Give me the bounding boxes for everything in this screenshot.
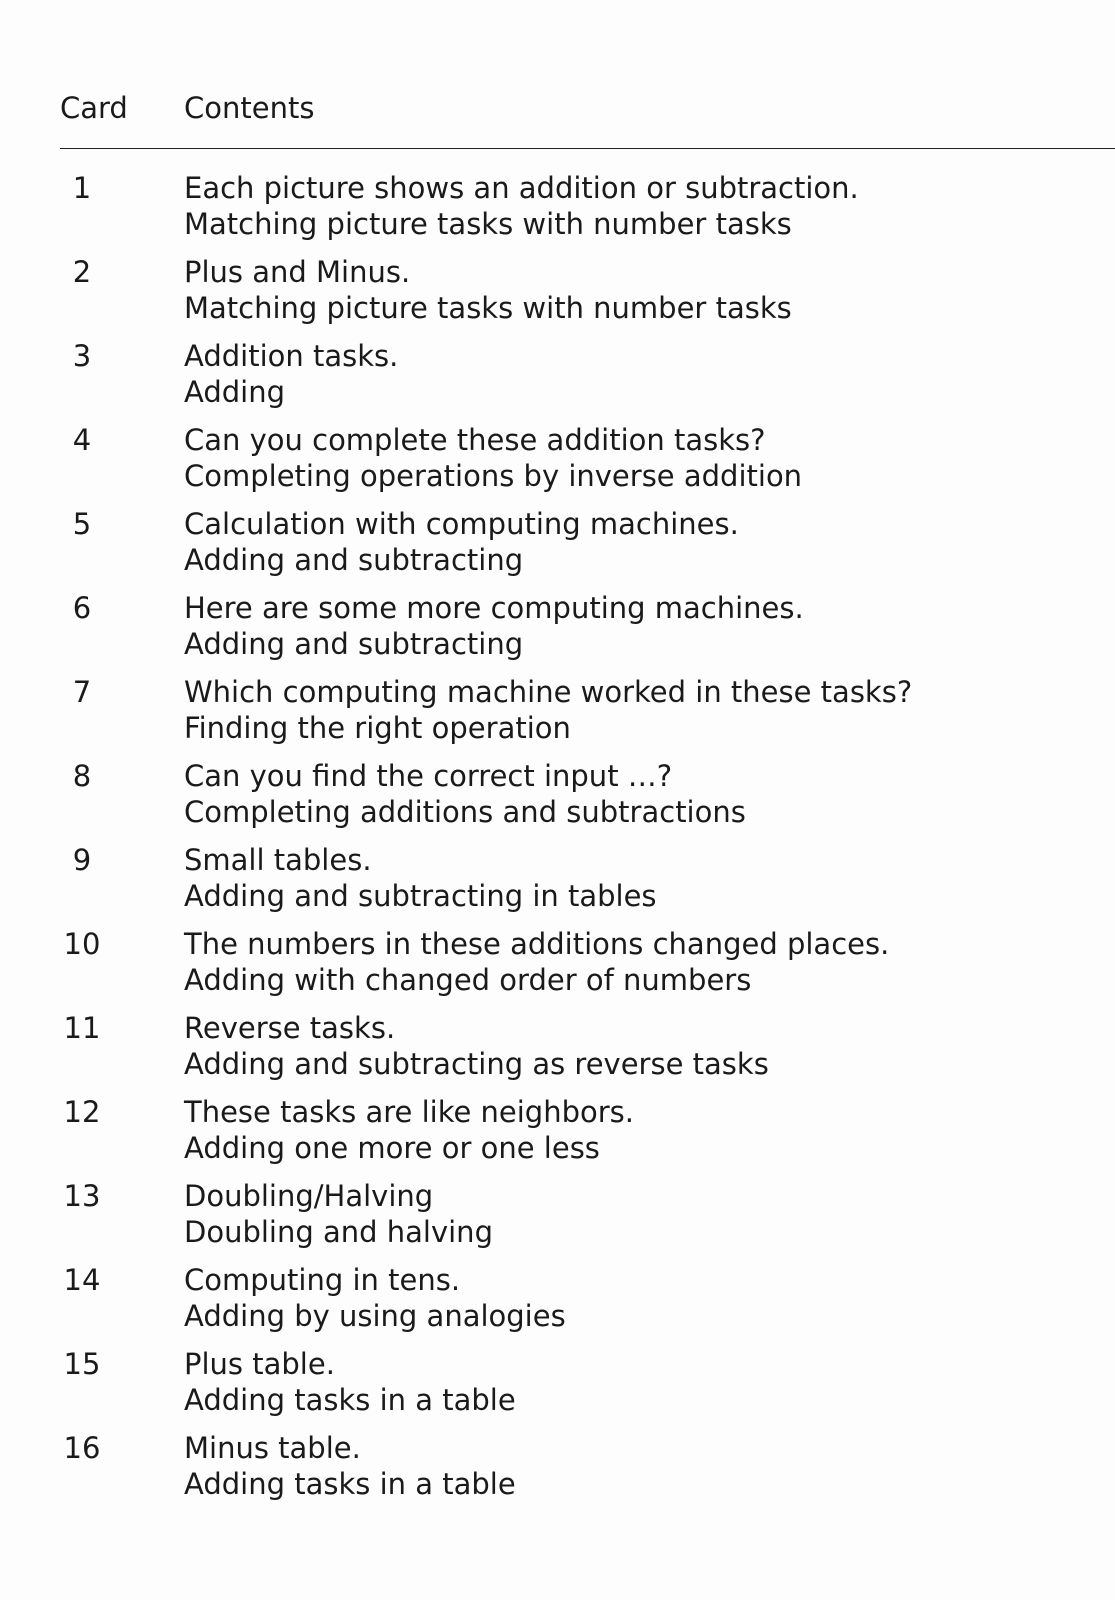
card-title: Here are some more computing machines.	[184, 591, 804, 625]
card-contents	[184, 254, 1084, 326]
card-number: 16	[63, 1431, 101, 1465]
card-title: Addition tasks.	[184, 339, 399, 373]
card-number: 4	[72, 423, 92, 457]
card-description: Adding and subtracting	[184, 543, 524, 577]
table-row	[0, 758, 1115, 842]
card-number: 7	[72, 675, 92, 709]
table-row	[0, 590, 1115, 674]
table-row	[0, 338, 1115, 422]
card-description: Adding and subtracting as reverse tasks	[184, 1047, 769, 1081]
card-number: 1	[72, 171, 92, 205]
card-number: 5	[72, 507, 92, 541]
card-title: Doubling/Halving	[184, 1179, 434, 1213]
card-number: 12	[63, 1095, 101, 1129]
card-contents	[184, 842, 1084, 914]
card-contents	[184, 926, 1084, 998]
card-number: 8	[72, 759, 92, 793]
table-header	[0, 88, 1115, 128]
header-divider	[60, 148, 1115, 149]
card-description: Matching picture tasks with number tasks	[184, 291, 792, 325]
card-number: 9	[72, 843, 92, 877]
card-title: Reverse tasks.	[184, 1011, 396, 1045]
card-contents	[184, 1346, 1084, 1418]
card-contents	[184, 1010, 1084, 1082]
card-title: Which computing machine worked in these tasks?	[184, 675, 913, 709]
card-title: Minus table.	[184, 1431, 361, 1465]
card-description: Adding and subtracting	[184, 627, 524, 661]
table-row	[0, 170, 1115, 254]
table-row	[0, 254, 1115, 338]
table-row	[0, 1010, 1115, 1094]
table-row	[0, 506, 1115, 590]
card-title: Small tables.	[184, 843, 372, 877]
card-description: Adding and subtracting in tables	[184, 879, 657, 913]
card-title: Each picture shows an addition or subtraction.	[184, 171, 859, 205]
table-row	[0, 926, 1115, 1010]
card-number: 6	[72, 591, 92, 625]
card-description: Adding by using analogies	[184, 1299, 566, 1333]
card-contents	[184, 338, 1084, 410]
card-description: Matching picture tasks with number tasks	[184, 207, 792, 241]
card-contents	[184, 1094, 1084, 1166]
card-description: Adding	[184, 375, 285, 409]
column-header-contents: Contents	[184, 91, 315, 125]
card-title: Can you find the correct input …?	[184, 759, 673, 793]
card-title: The numbers in these additions changed places.	[184, 927, 890, 961]
table-row	[0, 422, 1115, 506]
card-title: These tasks are like neighbors.	[184, 1095, 634, 1129]
card-description: Completing additions and subtractions	[184, 795, 746, 829]
card-contents	[184, 1178, 1084, 1250]
card-list	[0, 170, 1115, 1514]
card-description: Finding the right operation	[184, 711, 571, 745]
card-description: Adding one more or one less	[184, 1131, 600, 1165]
table-row	[0, 1094, 1115, 1178]
table-row	[0, 1430, 1115, 1514]
card-number: 3	[72, 339, 92, 373]
card-number: 2	[72, 255, 92, 289]
card-description: Completing operations by inverse addition	[184, 459, 803, 493]
table-row	[0, 842, 1115, 926]
card-contents	[184, 758, 1084, 830]
card-description: Adding with changed order of numbers	[184, 963, 752, 997]
table-row	[0, 674, 1115, 758]
card-title: Plus and Minus.	[184, 255, 411, 289]
card-description: Adding tasks in a table	[184, 1467, 516, 1501]
table-row	[0, 1178, 1115, 1262]
card-number: 11	[63, 1011, 101, 1045]
card-contents	[184, 1262, 1084, 1334]
card-title: Calculation with computing machines.	[184, 507, 739, 541]
card-contents	[184, 590, 1084, 662]
card-number: 13	[63, 1179, 101, 1213]
card-number: 10	[63, 927, 101, 961]
table-row	[0, 1262, 1115, 1346]
table-row	[0, 1346, 1115, 1430]
card-number: 14	[63, 1263, 101, 1297]
column-header-card: Card	[60, 91, 128, 125]
card-title: Plus table.	[184, 1347, 335, 1381]
card-contents	[184, 1430, 1084, 1502]
card-description: Doubling and halving	[184, 1215, 493, 1249]
card-title: Computing in tens.	[184, 1263, 461, 1297]
card-title: Can you complete these addition tasks?	[184, 423, 766, 457]
card-number: 15	[63, 1347, 101, 1381]
card-description: Adding tasks in a table	[184, 1383, 516, 1417]
card-contents	[184, 170, 1084, 242]
card-contents	[184, 422, 1084, 494]
card-contents	[184, 506, 1084, 578]
card-contents	[184, 674, 1084, 746]
